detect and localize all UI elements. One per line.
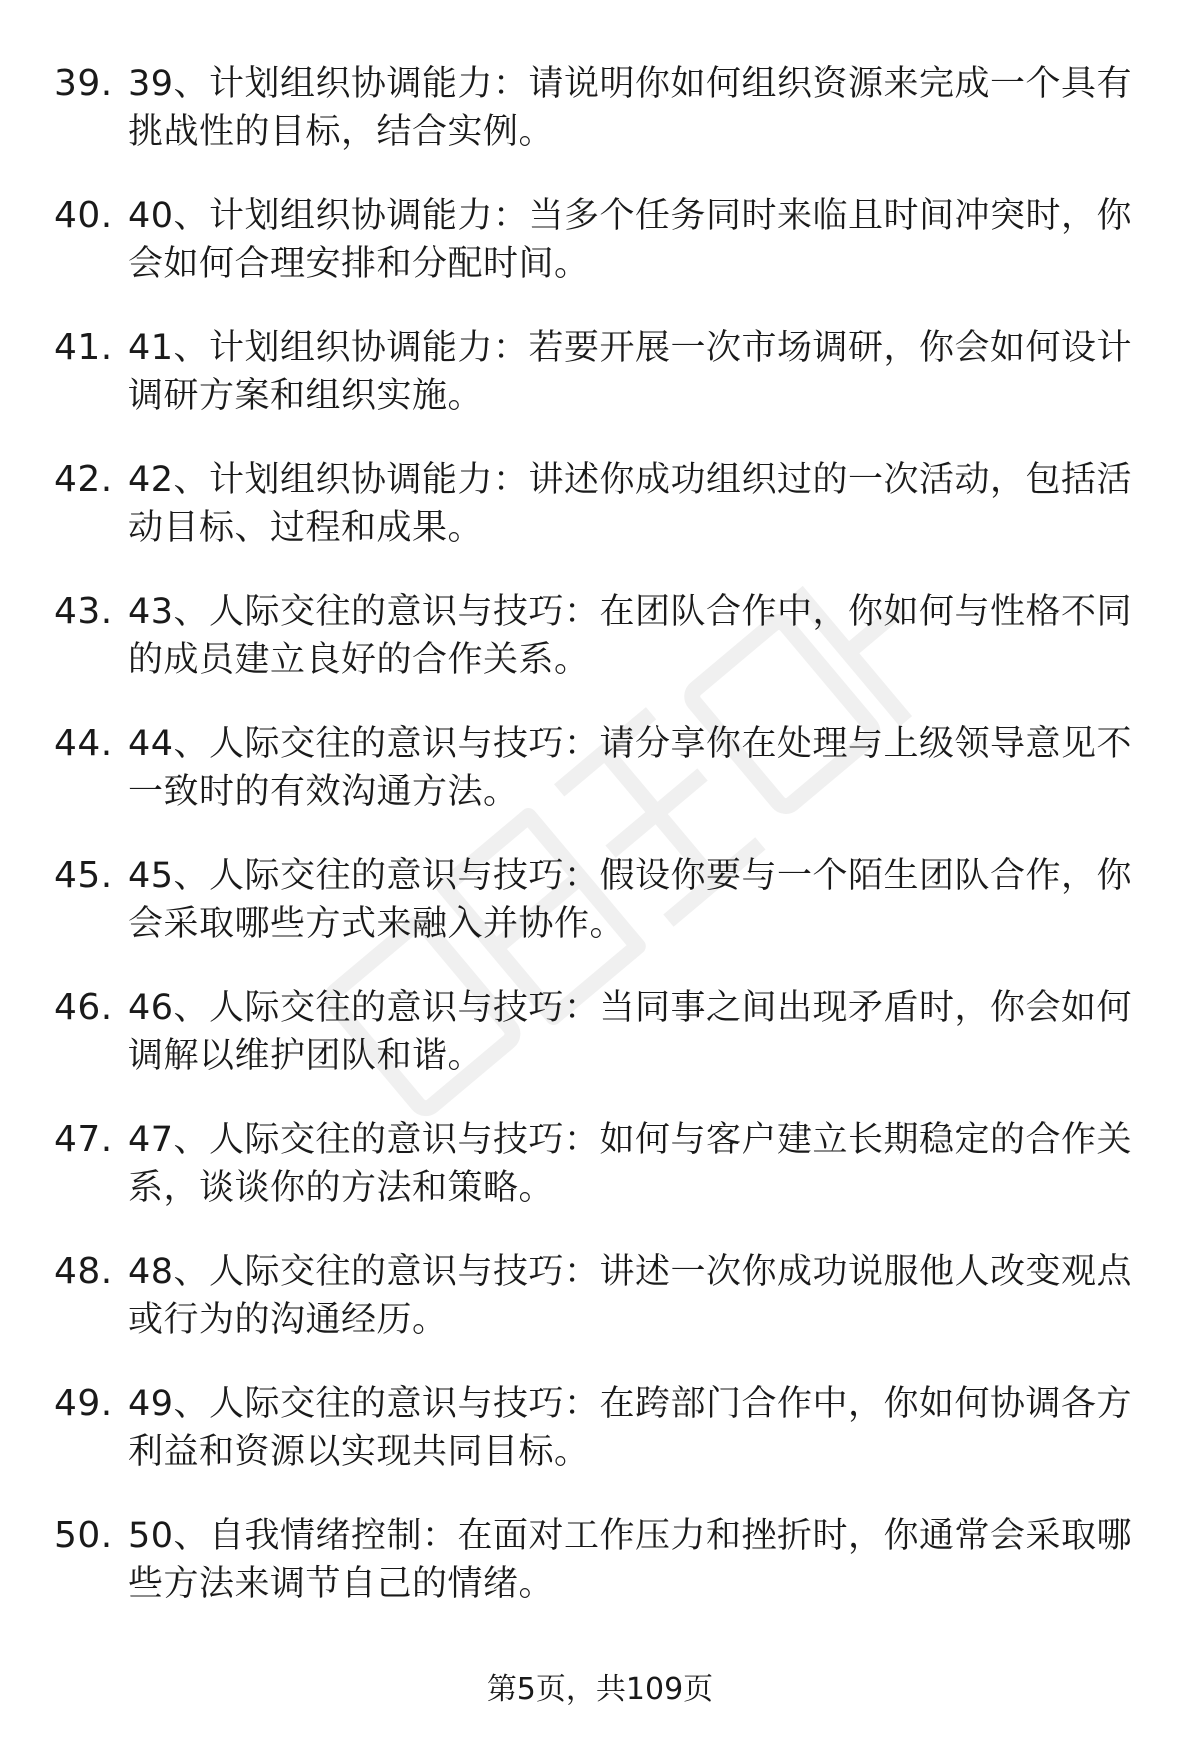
question-number: 49. (54, 1383, 113, 1424)
question-text: 45、人际交往的意识与技巧：假设你要与一个陌生团队合作，你会采取哪些方式来融入并协作。 (128, 856, 1133, 944)
list-item (54, 324, 1154, 456)
list-item (54, 1116, 1154, 1248)
question-number: 42. (54, 459, 113, 500)
question-number: 43. (54, 591, 113, 632)
question-number: 50. (54, 1515, 113, 1556)
question-number: 44. (54, 723, 113, 764)
question-number: 45. (54, 855, 113, 896)
list-item (54, 456, 1154, 588)
question-text: 46、人际交往的意识与技巧：当同事之间出现矛盾时，你会如何调解以维护团队和谐。 (128, 988, 1133, 1076)
question-text: 47、人际交往的意识与技巧：如何与客户建立长期稳定的合作关系，谈谈你的方法和策略。 (128, 1120, 1133, 1208)
list-item (54, 720, 1154, 852)
list-item (54, 984, 1154, 1116)
list-item (54, 1248, 1154, 1380)
question-text: 40、计划组织协调能力：当多个任务同时来临且时间冲突时，你会如何合理安排和分配时间。 (128, 196, 1133, 284)
question-number: 47. (54, 1119, 113, 1160)
list-item (54, 192, 1154, 324)
question-number: 46. (54, 987, 113, 1028)
question-number: 40. (54, 195, 113, 236)
list-item (54, 588, 1154, 720)
list-item (54, 1380, 1154, 1512)
question-number: 48. (54, 1251, 113, 1292)
question-text: 44、人际交往的意识与技巧：请分享你在处理与上级领导意见不一致时的有效沟通方法。 (128, 724, 1133, 812)
page-footer: 第5页，共109页 (486, 1672, 714, 1707)
question-text: 42、计划组织协调能力：讲述你成功组织过的一次活动，包括活动目标、过程和成果。 (128, 460, 1133, 548)
question-text: 48、人际交往的意识与技巧：讲述一次你成功说服他人改变观点或行为的沟通经历。 (128, 1252, 1133, 1340)
question-number: 41. (54, 327, 113, 368)
question-text: 49、人际交往的意识与技巧：在跨部门合作中，你如何协调各方利益和资源以实现共同目标。 (128, 1384, 1133, 1472)
question-list (54, 60, 1154, 1644)
question-text: 41、计划组织协调能力：若要开展一次市场调研，你会如何设计调研方案和组织实施。 (128, 328, 1133, 416)
question-number: 39. (54, 63, 113, 104)
question-text: 39、计划组织协调能力：请说明你如何组织资源来完成一个具有挑战性的目标，结合实例。 (128, 64, 1133, 152)
question-text: 43、人际交往的意识与技巧：在团队合作中，你如何与性格不同的成员建立良好的合作关系。 (128, 592, 1133, 680)
list-item (54, 852, 1154, 984)
list-item (54, 1512, 1154, 1644)
list-item (54, 60, 1154, 192)
question-text: 50、自我情绪控制：在面对工作压力和挫折时，你通常会采取哪些方法来调节自己的情绪。 (128, 1516, 1133, 1604)
